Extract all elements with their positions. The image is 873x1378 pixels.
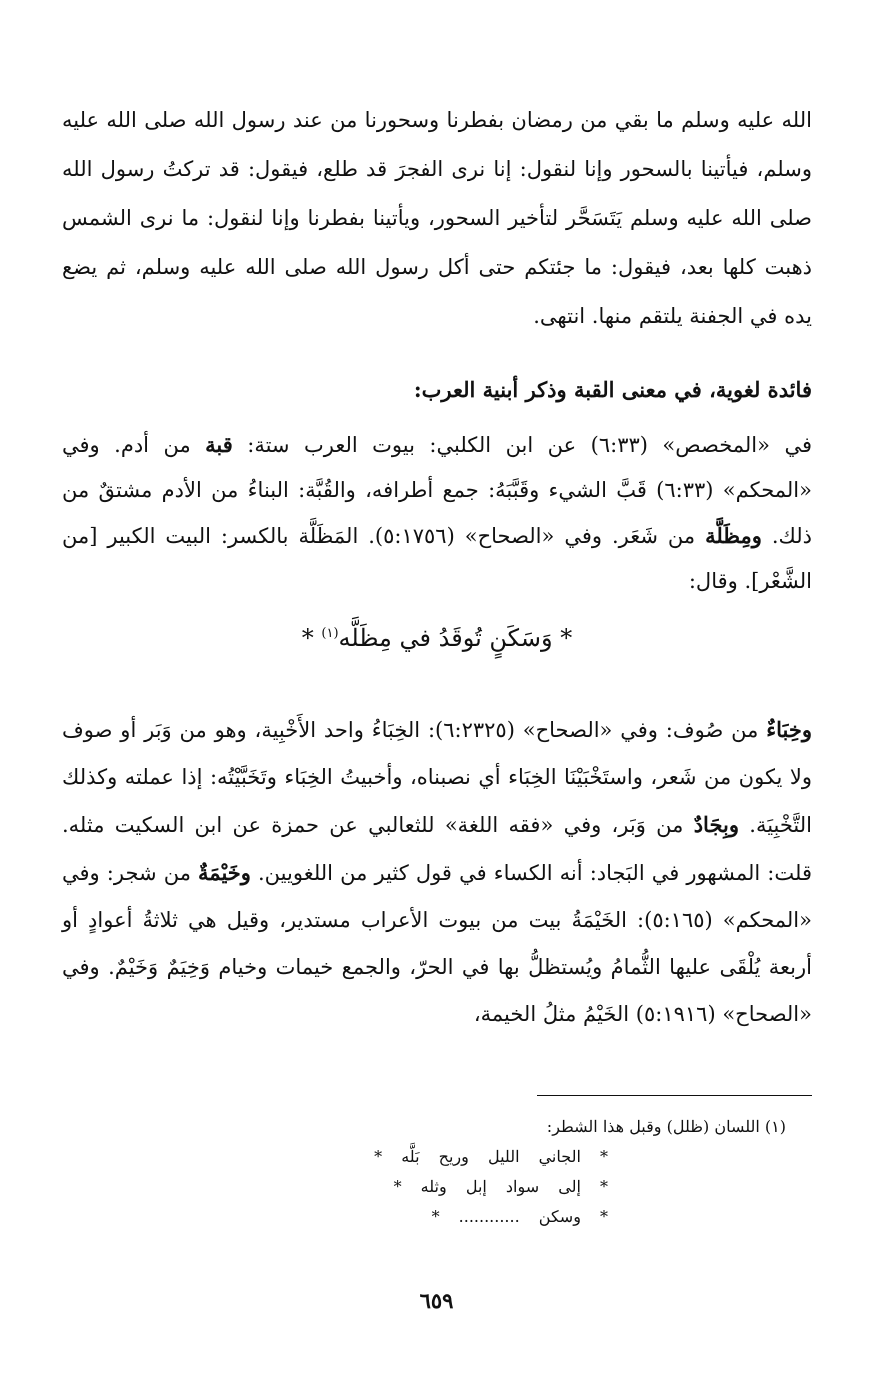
term-khiba: وخِبَاءٌ — [766, 717, 812, 742]
section-heading: فائدة لغوية، في معنى القبة وذكر أبنية العرب: — [413, 377, 812, 402]
footnote-intro: (١) اللسان (ظلل) وقبل هذا الشطر: — [546, 1117, 786, 1136]
page-number: ٦٥٩ — [419, 1288, 454, 1313]
footnote-verse-line: * إلى سواد إبل وثله * — [393, 1177, 608, 1196]
paragraph-qubba: في «المخصص» (٦:٣٣) عن ابن الكلبي: بيوت العرب ستة: قبة من أدم. وفي «المحكم» (٦:٣٣) قَبَّ الشيء وقَبَّبَهُ: جمع أطرافه، والقُبَّة: البناءُ من الأدم مشتقٌ من ذلك. ومِظَلَّة من شَعَر. وفي «الصحاح» (٥:١٧٥٦). المَظَلَّة بالكسر: البيت الكبير [من الشَّعْر]. وقال: — [62, 432, 812, 593]
footnote-ref: (١) — [321, 626, 339, 641]
term-bijad: وبِجَادٌ — [693, 812, 739, 837]
term-khayma: وخَيْمَةٌ — [198, 860, 251, 885]
footnote-divider — [537, 1095, 812, 1096]
poetry-verse: * وَسَكَنٍ تُوقَدُ في مِظَلَّه$^{(١)}$ * — [301, 624, 573, 652]
paragraph-khiba: وخِبَاءٌ من صُوف: وفي «الصحاح» (٦:٢٣٢٥): الخِبَاءُ واحد الأَخْبِية، وهو من وَبَر أو صوف ولا يكون من شَعر، واستَخْبَيْنَا الخِبَاء أي نصبناه، وأخبيتُ الخِبَاء وتَخَبَّيْتُه: إذا عملته وكذلك التَّخْبِيَة. وبِجَادٌ من وَبَر، وفي «فقه اللغة» للثعالبي عن حمزة عن ابن السكيت مثله. قلت: المشهور في البَجاد: أنه الكساء في قول كثير من اللغويين. وخَيْمَةٌ من شجر: وفي «المحكم» (٥:١٦٥): الخَيْمَةُ بيت من بيوت الأعراب مستدير، وقيل هي ثلاثةُ أعوادٍ أو أربعة يُلْقَى عليها الثُّمامُ ويُستظلُّ بها في الحرّ، والجمع خيمات وخيام وَخِيَمٌ وَخَيْمٌ. وفي «الصحاح» (٥:١٩١٦) الخَيْمُ مثلُ الخيمة، — [62, 717, 812, 1026]
term-qubba: قبة — [205, 432, 233, 457]
paragraph-hadith: الله عليه وسلم ما بقي من رمضان بفطرنا وسحورنا من عند رسول الله صلى الله عليه وسلم، فيأتينا بالسحور وإنا لنقول: إنا نرى الفجرَ قد طلع، فيقول: قد تركتُ رسول الله صلى الله عليه وسلم يَتَسَحَّر لتأخير السحور، ويأتينا بفطرنا وإنا لنقول: ما نرى الشمس ذهبت كلها بعد، فيقول: ما جئتكم حتى أكل رسول الله صلى الله عليه وسلم، ثم يضع يده في الجفنة يلتقم منها. انتهى. — [62, 108, 812, 328]
footnote-verse-line: * الجاني الليل وريح بَلَّه * — [374, 1147, 608, 1166]
footnote — [62, 1112, 786, 1232]
term-mizalla: ومِظَلَّة — [705, 523, 762, 548]
footnote-verse-line: * وسكن ............ * — [431, 1207, 608, 1226]
